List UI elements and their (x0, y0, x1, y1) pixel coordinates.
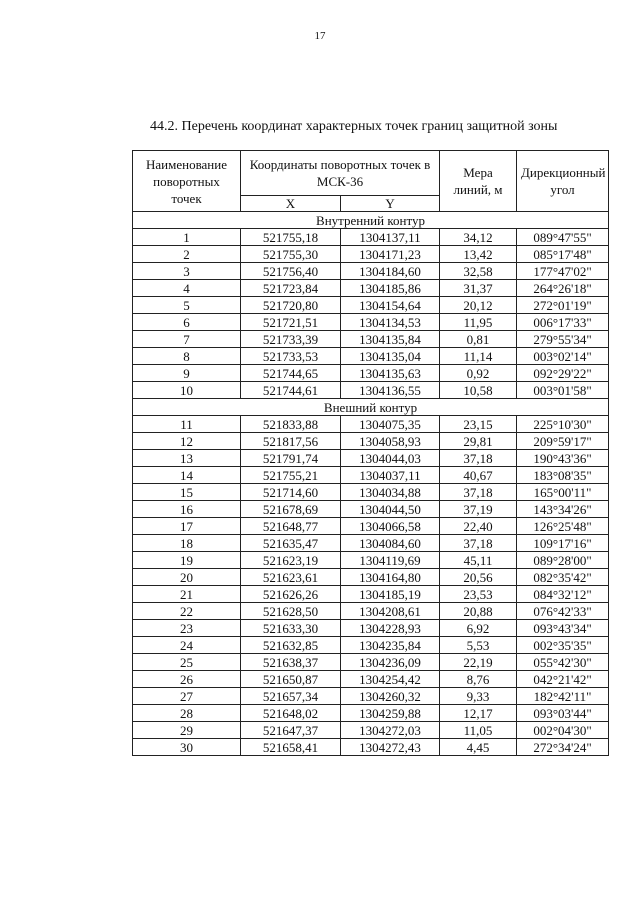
line-length-cell: 11,05 (440, 722, 517, 739)
direction-angle-cell: 143°34'26" (517, 501, 609, 518)
line-length-cell: 37,18 (440, 484, 517, 501)
y-coordinate-cell: 1304185,19 (341, 586, 440, 603)
line-length-cell: 20,56 (440, 569, 517, 586)
y-coordinate-cell: 1304254,42 (341, 671, 440, 688)
table-row (133, 535, 609, 552)
x-coordinate-cell: 521633,30 (241, 620, 341, 637)
line-length-cell: 8,76 (440, 671, 517, 688)
point-number-cell: 21 (133, 586, 241, 603)
x-coordinate-cell: 521733,53 (241, 348, 341, 365)
x-coordinate-cell: 521791,74 (241, 450, 341, 467)
direction-angle-cell: 084°32'12" (517, 586, 609, 603)
y-coordinate-cell: 1304137,11 (341, 229, 440, 246)
y-coordinate-cell: 1304184,60 (341, 263, 440, 280)
line-length-cell: 29,81 (440, 433, 517, 450)
x-coordinate-cell: 521632,85 (241, 637, 341, 654)
x-coordinate-cell: 521648,02 (241, 705, 341, 722)
direction-angle-cell: 165°00'11" (517, 484, 609, 501)
x-coordinate-cell: 521638,37 (241, 654, 341, 671)
x-coordinate-cell: 521623,61 (241, 569, 341, 586)
direction-angle-cell: 089°47'55" (517, 229, 609, 246)
x-coordinate-cell: 521714,60 (241, 484, 341, 501)
table-row (133, 433, 609, 450)
table-row (133, 365, 609, 382)
point-number-cell: 17 (133, 518, 241, 535)
direction-angle-cell: 002°35'35" (517, 637, 609, 654)
point-number-cell: 27 (133, 688, 241, 705)
y-coordinate-cell: 1304236,09 (341, 654, 440, 671)
table-row (133, 450, 609, 467)
section-row (133, 399, 609, 416)
line-length-cell: 23,53 (440, 586, 517, 603)
direction-angle-cell: 042°21'42" (517, 671, 609, 688)
direction-angle-cell: 003°02'14" (517, 348, 609, 365)
point-number-cell: 16 (133, 501, 241, 518)
line-length-cell: 22,19 (440, 654, 517, 671)
x-coordinate-cell: 521678,69 (241, 501, 341, 518)
y-coordinate-cell: 1304228,93 (341, 620, 440, 637)
table-row (133, 331, 609, 348)
x-coordinate-cell: 521623,19 (241, 552, 341, 569)
line-length-cell: 13,42 (440, 246, 517, 263)
x-coordinate-cell: 521833,88 (241, 416, 341, 433)
x-coordinate-cell: 521744,61 (241, 382, 341, 399)
point-number-cell: 30 (133, 739, 241, 756)
direction-angle-cell: 190°43'36" (517, 450, 609, 467)
table-row (133, 688, 609, 705)
x-coordinate-cell: 521720,80 (241, 297, 341, 314)
line-length-cell: 5,53 (440, 637, 517, 654)
y-coordinate-cell: 1304075,35 (341, 416, 440, 433)
table-row (133, 416, 609, 433)
direction-angle-cell: 126°25'48" (517, 518, 609, 535)
line-length-cell: 20,88 (440, 603, 517, 620)
table-row (133, 501, 609, 518)
direction-angle-cell: 089°28'00" (517, 552, 609, 569)
y-coordinate-cell: 1304135,04 (341, 348, 440, 365)
y-coordinate-cell: 1304044,50 (341, 501, 440, 518)
direction-angle-cell: 076°42'33" (517, 603, 609, 620)
table-row (133, 705, 609, 722)
x-coordinate-cell: 521648,77 (241, 518, 341, 535)
point-number-cell: 2 (133, 246, 241, 263)
table-row (133, 603, 609, 620)
point-number-cell: 12 (133, 433, 241, 450)
line-length-cell: 9,33 (440, 688, 517, 705)
direction-angle-cell: 225°10'30" (517, 416, 609, 433)
direction-angle-cell: 006°17'33" (517, 314, 609, 331)
table-row (133, 467, 609, 484)
point-number-cell: 29 (133, 722, 241, 739)
direction-angle-cell: 002°04'30" (517, 722, 609, 739)
x-coordinate-cell: 521628,50 (241, 603, 341, 620)
line-length-cell: 11,14 (440, 348, 517, 365)
line-length-cell: 20,12 (440, 297, 517, 314)
direction-angle-cell: 093°03'44" (517, 705, 609, 722)
y-coordinate-cell: 1304044,03 (341, 450, 440, 467)
direction-angle-cell: 003°01'58" (517, 382, 609, 399)
line-length-cell: 0,92 (440, 365, 517, 382)
table-row (133, 620, 609, 637)
table-row (133, 654, 609, 671)
y-coordinate-cell: 1304208,61 (341, 603, 440, 620)
line-length-cell: 6,92 (440, 620, 517, 637)
y-coordinate-cell: 1304136,55 (341, 382, 440, 399)
table-row (133, 280, 609, 297)
y-coordinate-cell: 1304272,03 (341, 722, 440, 739)
table-row (133, 637, 609, 654)
table-row (133, 484, 609, 501)
x-coordinate-cell: 521635,47 (241, 535, 341, 552)
direction-angle-cell: 055°42'30" (517, 654, 609, 671)
y-coordinate-cell: 1304037,11 (341, 467, 440, 484)
table-row (133, 246, 609, 263)
header-direction-angle: Дирекционный угол (517, 151, 609, 212)
line-length-cell: 34,12 (440, 229, 517, 246)
point-number-cell: 22 (133, 603, 241, 620)
point-number-cell: 11 (133, 416, 241, 433)
direction-angle-cell: 183°08'35" (517, 467, 609, 484)
point-number-cell: 7 (133, 331, 241, 348)
table-row (133, 382, 609, 399)
line-length-cell: 10,58 (440, 382, 517, 399)
x-coordinate-cell: 521756,40 (241, 263, 341, 280)
point-number-cell: 13 (133, 450, 241, 467)
y-coordinate-cell: 1304084,60 (341, 535, 440, 552)
x-coordinate-cell: 521733,39 (241, 331, 341, 348)
table-row (133, 297, 609, 314)
point-number-cell: 4 (133, 280, 241, 297)
direction-angle-cell: 272°01'19" (517, 297, 609, 314)
y-coordinate-cell: 1304119,69 (341, 552, 440, 569)
line-length-cell: 32,58 (440, 263, 517, 280)
point-number-cell: 24 (133, 637, 241, 654)
point-number-cell: 18 (133, 535, 241, 552)
table-row (133, 586, 609, 603)
y-coordinate-cell: 1304164,80 (341, 569, 440, 586)
page-number: 17 (314, 30, 326, 42)
x-coordinate-cell: 521755,18 (241, 229, 341, 246)
line-length-cell: 37,19 (440, 501, 517, 518)
direction-angle-cell: 109°17'16" (517, 535, 609, 552)
point-number-cell: 3 (133, 263, 241, 280)
line-length-cell: 37,18 (440, 535, 517, 552)
point-number-cell: 6 (133, 314, 241, 331)
y-coordinate-cell: 1304134,53 (341, 314, 440, 331)
point-number-cell: 5 (133, 297, 241, 314)
direction-angle-cell: 085°17'48" (517, 246, 609, 263)
y-coordinate-cell: 1304066,58 (341, 518, 440, 535)
table-row (133, 569, 609, 586)
point-number-cell: 10 (133, 382, 241, 399)
y-coordinate-cell: 1304272,43 (341, 739, 440, 756)
table-row (133, 722, 609, 739)
point-number-cell: 25 (133, 654, 241, 671)
line-length-cell: 0,81 (440, 331, 517, 348)
point-number-cell: 19 (133, 552, 241, 569)
point-number-cell: 8 (133, 348, 241, 365)
x-coordinate-cell: 521755,21 (241, 467, 341, 484)
line-length-cell: 31,37 (440, 280, 517, 297)
header-point-name: Наименование поворотных точек (133, 151, 241, 212)
line-length-cell: 22,40 (440, 518, 517, 535)
header-coordinates: Координаты поворотных точек в МСК-36 (241, 151, 440, 196)
line-length-cell: 40,67 (440, 467, 517, 484)
x-coordinate-cell: 521658,41 (241, 739, 341, 756)
x-coordinate-cell: 521626,26 (241, 586, 341, 603)
table-header-row (133, 151, 609, 196)
x-coordinate-cell: 521721,51 (241, 314, 341, 331)
direction-angle-cell: 182°42'11" (517, 688, 609, 705)
point-number-cell: 15 (133, 484, 241, 501)
header-y: Y (341, 196, 440, 212)
point-number-cell: 14 (133, 467, 241, 484)
direction-angle-cell: 177°47'02" (517, 263, 609, 280)
x-coordinate-cell: 521650,87 (241, 671, 341, 688)
point-number-cell: 9 (133, 365, 241, 382)
point-number-cell: 1 (133, 229, 241, 246)
table-row (133, 314, 609, 331)
table-row (133, 263, 609, 280)
table-row (133, 518, 609, 535)
direction-angle-cell: 082°35'42" (517, 569, 609, 586)
line-length-cell: 37,18 (440, 450, 517, 467)
direction-angle-cell: 092°29'22" (517, 365, 609, 382)
section-label: Внешний контур (133, 399, 609, 416)
direction-angle-cell: 093°43'34" (517, 620, 609, 637)
point-number-cell: 20 (133, 569, 241, 586)
x-coordinate-cell: 521723,84 (241, 280, 341, 297)
y-coordinate-cell: 1304135,84 (341, 331, 440, 348)
direction-angle-cell: 264°26'18" (517, 280, 609, 297)
coordinates-table (132, 150, 609, 756)
x-coordinate-cell: 521817,56 (241, 433, 341, 450)
y-coordinate-cell: 1304154,64 (341, 297, 440, 314)
x-coordinate-cell: 521647,37 (241, 722, 341, 739)
direction-angle-cell: 272°34'24" (517, 739, 609, 756)
point-number-cell: 28 (133, 705, 241, 722)
direction-angle-cell: 209°59'17" (517, 433, 609, 450)
line-length-cell: 23,15 (440, 416, 517, 433)
y-coordinate-cell: 1304034,88 (341, 484, 440, 501)
header-x: X (241, 196, 341, 212)
table-row (133, 348, 609, 365)
line-length-cell: 11,95 (440, 314, 517, 331)
x-coordinate-cell: 521744,65 (241, 365, 341, 382)
document-title: 44.2. Перечень координат характерных точек границ защитной зоны (150, 119, 558, 134)
direction-angle-cell: 279°55'34" (517, 331, 609, 348)
line-length-cell: 12,17 (440, 705, 517, 722)
x-coordinate-cell: 521755,30 (241, 246, 341, 263)
header-line-length: Мера линий, м (440, 151, 517, 212)
section-label: Внутренний контур (133, 212, 609, 229)
table-row (133, 229, 609, 246)
table-row (133, 739, 609, 756)
y-coordinate-cell: 1304235,84 (341, 637, 440, 654)
y-coordinate-cell: 1304259,88 (341, 705, 440, 722)
point-number-cell: 23 (133, 620, 241, 637)
y-coordinate-cell: 1304058,93 (341, 433, 440, 450)
line-length-cell: 45,11 (440, 552, 517, 569)
y-coordinate-cell: 1304135,63 (341, 365, 440, 382)
section-row (133, 212, 609, 229)
y-coordinate-cell: 1304260,32 (341, 688, 440, 705)
x-coordinate-cell: 521657,34 (241, 688, 341, 705)
table-body (133, 212, 609, 756)
table-row (133, 552, 609, 569)
point-number-cell: 26 (133, 671, 241, 688)
line-length-cell: 4,45 (440, 739, 517, 756)
table-row (133, 671, 609, 688)
y-coordinate-cell: 1304171,23 (341, 246, 440, 263)
y-coordinate-cell: 1304185,86 (341, 280, 440, 297)
